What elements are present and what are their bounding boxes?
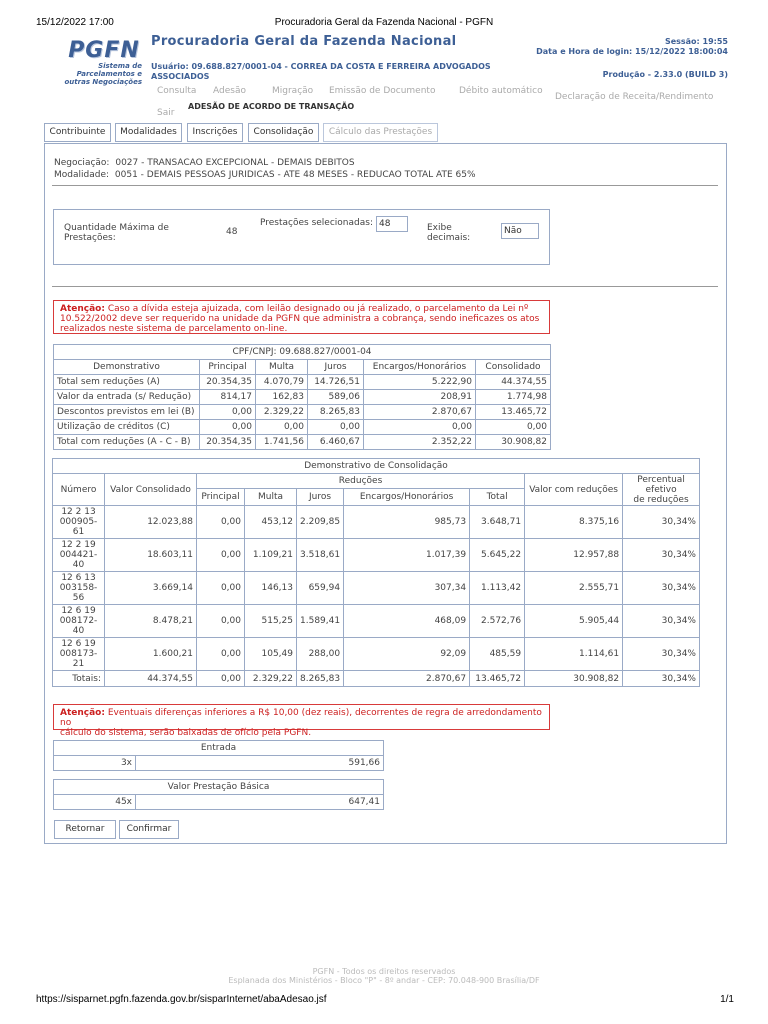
cell: 0,00 <box>476 420 551 435</box>
footer-address: Esplanada dos Ministérios - Bloco "P" - 8º andar - CEP: 70.048-900 Brasília/DF <box>228 976 540 985</box>
totals-row <box>53 671 700 687</box>
col-header-total: Total <box>470 489 525 506</box>
cell: 30.908,82 <box>476 435 551 450</box>
col-header: Principal <box>200 360 256 375</box>
cell: 44.374,55 <box>476 375 551 390</box>
cell: 1.113,42 <box>470 572 525 605</box>
cell: 14.726,51 <box>308 375 364 390</box>
tab-consolidacao[interactable]: Consolidação <box>248 123 319 142</box>
table-row <box>54 405 551 420</box>
cell: 105,49 <box>245 638 297 671</box>
demonstrativo-header-row <box>54 360 551 375</box>
inscricao-numero-1: 12 6 13 <box>61 573 96 583</box>
logo-subtitle-1: Sistema de <box>98 62 142 70</box>
cell: 2.209,85 <box>297 506 344 539</box>
cell: 30,34% <box>623 605 700 638</box>
app-title: Procuradoria Geral da Fazenda Nacional <box>151 34 457 49</box>
cell: 30,34% <box>623 671 700 687</box>
cell: 44.374,55 <box>105 671 197 687</box>
qtd-maxima-label-1: Quantidade Máxima de <box>64 223 169 233</box>
col-header-principal: Principal <box>197 489 245 506</box>
col-header-percentual <box>623 474 700 506</box>
inscricao-numero-1: 12 2 13 <box>61 507 96 517</box>
percentual-label-2: efetivo <box>645 484 677 495</box>
entrada-table <box>53 740 384 771</box>
cell: 3.648,71 <box>470 506 525 539</box>
entrada-caption: Entrada <box>54 741 384 756</box>
menu-declaracao-receita[interactable]: Declaração de Receita/Rendimento <box>555 92 714 102</box>
cell: 1.017,39 <box>344 539 470 572</box>
percentual-label-1: Percentual <box>637 474 685 485</box>
inscricao-numero <box>53 506 105 539</box>
cell: 2.352,22 <box>364 435 476 450</box>
print-datetime: 15/12/2022 17:00 <box>36 17 114 28</box>
footer-copyright: PGFN - Todos os direitos reservados <box>312 967 456 976</box>
cell: 5.222,90 <box>364 375 476 390</box>
cell: 1.774,98 <box>476 390 551 405</box>
inscricao-numero-3: 40 <box>72 626 85 636</box>
cell: 6.460,67 <box>308 435 364 450</box>
col-header-valor-consolidado: Valor Consolidado <box>105 474 197 506</box>
inscricao-numero-2: 008172- <box>59 616 98 626</box>
logo-subtitle-3: outras Negociações <box>64 78 142 86</box>
cell: 485,59 <box>470 638 525 671</box>
col-header-multa: Multa <box>245 489 297 506</box>
table-row <box>53 506 700 539</box>
warning-prefix: Atenção: <box>60 304 105 314</box>
cell: 30,34% <box>623 638 700 671</box>
cell: 208,91 <box>364 390 476 405</box>
page-subtitle: ADESÃO DE ACORDO DE TRANSAÇÃO <box>188 102 355 111</box>
cell: 20.354,35 <box>200 435 256 450</box>
exibe-decimais-label-1: Exibe <box>427 223 452 233</box>
cell: 8.265,83 <box>308 405 364 420</box>
cell: 453,12 <box>245 506 297 539</box>
demonstrativo-caption: CPF/CNPJ: 09.688.827/0001-04 <box>54 345 551 360</box>
cell: 0,00 <box>197 605 245 638</box>
entrada-value: 591,66 <box>136 756 384 771</box>
logo-subtitle-2: Parcelamentos e <box>76 70 142 78</box>
inscricao-numero-1: 12 6 19 <box>61 639 96 649</box>
col-header-juros: Juros <box>297 489 344 506</box>
production-version: Produção - 2.33.0 (BUILD 3) <box>602 70 728 79</box>
cell: 288,00 <box>297 638 344 671</box>
cell: 30,34% <box>623 572 700 605</box>
inscricao-numero-3: 40 <box>72 560 85 570</box>
demonstrativo-table <box>53 344 551 450</box>
prestacao-basica-table <box>53 779 384 810</box>
col-header: Multa <box>256 360 308 375</box>
cell: 13.465,72 <box>470 671 525 687</box>
cell: 3.518,61 <box>297 539 344 572</box>
exibe-decimais-label-2: decimais: <box>427 233 471 243</box>
cell: 146,13 <box>245 572 297 605</box>
consolidacao-table <box>52 458 700 687</box>
row-label: Total com reduções (A - C - B) <box>54 435 200 450</box>
logo-mark: PGFN <box>68 38 140 63</box>
menu-emissao-documento[interactable]: Emissão de Documento <box>329 86 436 96</box>
tab-calculo-prestacoes[interactable]: Cálculo das Prestações <box>323 123 438 142</box>
col-header-reducoes: Reduções <box>197 474 525 489</box>
entrada-qty: 3x <box>54 756 136 771</box>
divider <box>52 185 718 186</box>
exibe-decimais-label <box>427 223 470 243</box>
table-row <box>54 435 551 450</box>
negociacao-label: Negociação: <box>54 158 110 168</box>
col-header-valor-reducoes: Valor com reduções <box>525 474 623 506</box>
qtd-maxima-label-2: Prestações: <box>64 233 116 243</box>
row-label: Total sem reduções (A) <box>54 375 200 390</box>
cell: 3.669,14 <box>105 572 197 605</box>
divider <box>52 286 718 287</box>
cell: 5.645,22 <box>470 539 525 572</box>
cell: 13.465,72 <box>476 405 551 420</box>
session-info <box>536 37 728 57</box>
negociacao-line <box>54 158 355 168</box>
row-label: Valor da entrada (s/ Redução) <box>54 390 200 405</box>
cell: 1.589,41 <box>297 605 344 638</box>
inscricao-numero <box>53 605 105 638</box>
warning-arredondamento <box>53 704 550 738</box>
warning-text-2: cálculo do sistema, serão baixadas de ofício pela PGFN. <box>60 728 312 738</box>
cell: 0,00 <box>256 420 308 435</box>
table-row <box>53 539 700 572</box>
cell: 92,09 <box>344 638 470 671</box>
cell: 0,00 <box>200 405 256 420</box>
cell: 0,00 <box>197 506 245 539</box>
qtd-maxima-value: 48 <box>226 227 238 237</box>
retornar-button[interactable]: Retornar <box>54 820 116 839</box>
table-row <box>54 756 384 771</box>
cell: 589,06 <box>308 390 364 405</box>
login-datetime: Data e Hora de login: 15/12/2022 18:00:04 <box>536 47 728 56</box>
menu-consulta[interactable]: Consulta <box>157 86 197 96</box>
cell: 307,34 <box>344 572 470 605</box>
prestacao-basica-value: 647,41 <box>136 795 384 810</box>
table-row <box>53 638 700 671</box>
cell: 1.600,21 <box>105 638 197 671</box>
table-row <box>54 375 551 390</box>
cell: 0,00 <box>364 420 476 435</box>
cell: 30.908,82 <box>525 671 623 687</box>
prestacoes-selecionadas-select[interactable]: 48 <box>376 216 408 232</box>
cell: 0,00 <box>197 638 245 671</box>
totals-label: Totais: <box>53 671 105 687</box>
user-info <box>151 62 521 82</box>
cell: 659,94 <box>297 572 344 605</box>
col-header: Demonstrativo <box>54 360 200 375</box>
table-row <box>53 572 700 605</box>
prestacao-basica-caption: Valor Prestação Básica <box>54 780 384 795</box>
user-line-1: Usuário: 09.688.827/0001-04 - CORREA DA COSTA E FERREIRA ADVOGADOS <box>151 62 491 71</box>
table-row <box>54 795 384 810</box>
cell: 468,09 <box>344 605 470 638</box>
pgfn-logo <box>62 40 146 86</box>
inscricao-numero-2: 000905- <box>59 517 98 527</box>
cell: 0,00 <box>200 420 256 435</box>
cell: 515,25 <box>245 605 297 638</box>
inscricao-numero-2: 004421- <box>59 550 98 560</box>
consolidacao-caption: Demonstrativo de Consolidação <box>53 459 700 474</box>
cell: 162,83 <box>256 390 308 405</box>
print-page-number: 1/1 <box>720 994 734 1005</box>
cell: 8.478,21 <box>105 605 197 638</box>
inscricao-numero <box>53 638 105 671</box>
warning-text-1: Caso a dívida esteja ajuizada, com leilão designado ou já realizado, o parcelamento da Lei nº <box>104 304 529 314</box>
cell: 985,73 <box>344 506 470 539</box>
col-header: Juros <box>308 360 364 375</box>
inscricao-numero-2: 008173- <box>59 649 98 659</box>
menu-debito-automatico[interactable]: Débito automático <box>459 86 543 96</box>
cell: 2.329,22 <box>256 405 308 420</box>
inscricao-numero-3: 56 <box>72 593 85 603</box>
negociacao-value: 0027 - TRANSACAO EXCEPCIONAL - DEMAIS DEBITOS <box>115 158 355 168</box>
cell: 1.741,56 <box>256 435 308 450</box>
cell: 814,17 <box>200 390 256 405</box>
prestacao-basica-qty: 45x <box>54 795 136 810</box>
cell: 20.354,35 <box>200 375 256 390</box>
inscricao-numero <box>53 539 105 572</box>
tab-modalidades[interactable]: Modalidades <box>115 123 182 142</box>
inscricao-numero-3: 21 <box>72 659 85 669</box>
cell: 1.109,21 <box>245 539 297 572</box>
cell: 12.957,88 <box>525 539 623 572</box>
cell: 8.265,83 <box>297 671 344 687</box>
menu-sair[interactable]: Sair <box>157 108 175 118</box>
tab-inscricoes[interactable]: Inscrições <box>187 123 243 142</box>
cell: 2.329,22 <box>245 671 297 687</box>
cell: 8.375,16 <box>525 506 623 539</box>
print-url: https://sisparnet.pgfn.fazenda.gov.br/sisparInternet/abaAdesao.jsf <box>36 994 327 1005</box>
print-title: Procuradoria Geral da Fazenda Nacional - PGFN <box>274 17 494 28</box>
modalidade-label: Modalidade: <box>54 170 110 180</box>
warning-ajuizada <box>53 300 550 334</box>
warning-text-3: realizados neste sistema de parcelamento on-line. <box>60 324 288 334</box>
warning-prefix: Atenção: <box>60 708 105 718</box>
inscricao-numero-2: 003158- <box>59 583 98 593</box>
menu-adesao[interactable]: Adesão <box>213 86 246 96</box>
tab-contribuinte[interactable]: Contribuinte <box>44 123 111 142</box>
confirmar-button[interactable]: Confirmar <box>119 820 179 839</box>
inscricao-numero <box>53 572 105 605</box>
modalidade-line <box>54 170 476 180</box>
session-time: Sessão: 19:55 <box>664 37 728 46</box>
qtd-maxima-label <box>64 223 169 243</box>
exibe-decimais-select[interactable]: Não <box>501 223 539 239</box>
cell: 0,00 <box>197 671 245 687</box>
inscricao-numero-1: 12 6 19 <box>61 606 96 616</box>
cell: 2.870,67 <box>344 671 470 687</box>
percentual-label-3: de reduções <box>633 494 689 505</box>
cell: 2.870,67 <box>364 405 476 420</box>
menu-migracao[interactable]: Migração <box>272 86 314 96</box>
cell: 2.555,71 <box>525 572 623 605</box>
cell: 2.572,76 <box>470 605 525 638</box>
col-header-encargos: Encargos/Honorários <box>344 489 470 506</box>
cell: 1.114,61 <box>525 638 623 671</box>
cell: 12.023,88 <box>105 506 197 539</box>
row-label: Descontos previstos em lei (B) <box>54 405 200 420</box>
warning-text-2: 10.522/2002 deve ser requerido na unidade da PGFN que administra a cobrança, sendo ineficazes os atos <box>60 314 540 324</box>
cell: 30,34% <box>623 506 700 539</box>
inscricao-numero-1: 12 2 19 <box>61 540 96 550</box>
prestacoes-selecionadas-label: Prestações selecionadas: <box>260 218 373 228</box>
cell: 18.603,11 <box>105 539 197 572</box>
modalidade-value: 0051 - DEMAIS PESSOAS JURIDICAS - ATE 48 MESES - REDUCAO TOTAL ATE 65% <box>114 170 476 180</box>
warning-text-1: Eventuais diferenças inferiores a R$ 10,00 (dez reais), decorrentes de regra de arredondamento no <box>60 708 542 728</box>
cell: 0,00 <box>197 572 245 605</box>
col-header: Consolidado <box>476 360 551 375</box>
inscricao-numero-3: 61 <box>72 527 85 537</box>
table-row <box>53 605 700 638</box>
cell: 5.905,44 <box>525 605 623 638</box>
table-row <box>54 390 551 405</box>
cell: 0,00 <box>308 420 364 435</box>
user-line-2: ASSOCIADOS <box>151 72 210 81</box>
cell: 0,00 <box>197 539 245 572</box>
col-header-numero: Número <box>53 474 105 506</box>
row-label: Utilização de créditos (C) <box>54 420 200 435</box>
cell: 4.070,79 <box>256 375 308 390</box>
col-header: Encargos/Honorários <box>364 360 476 375</box>
table-row <box>54 420 551 435</box>
cell: 30,34% <box>623 539 700 572</box>
